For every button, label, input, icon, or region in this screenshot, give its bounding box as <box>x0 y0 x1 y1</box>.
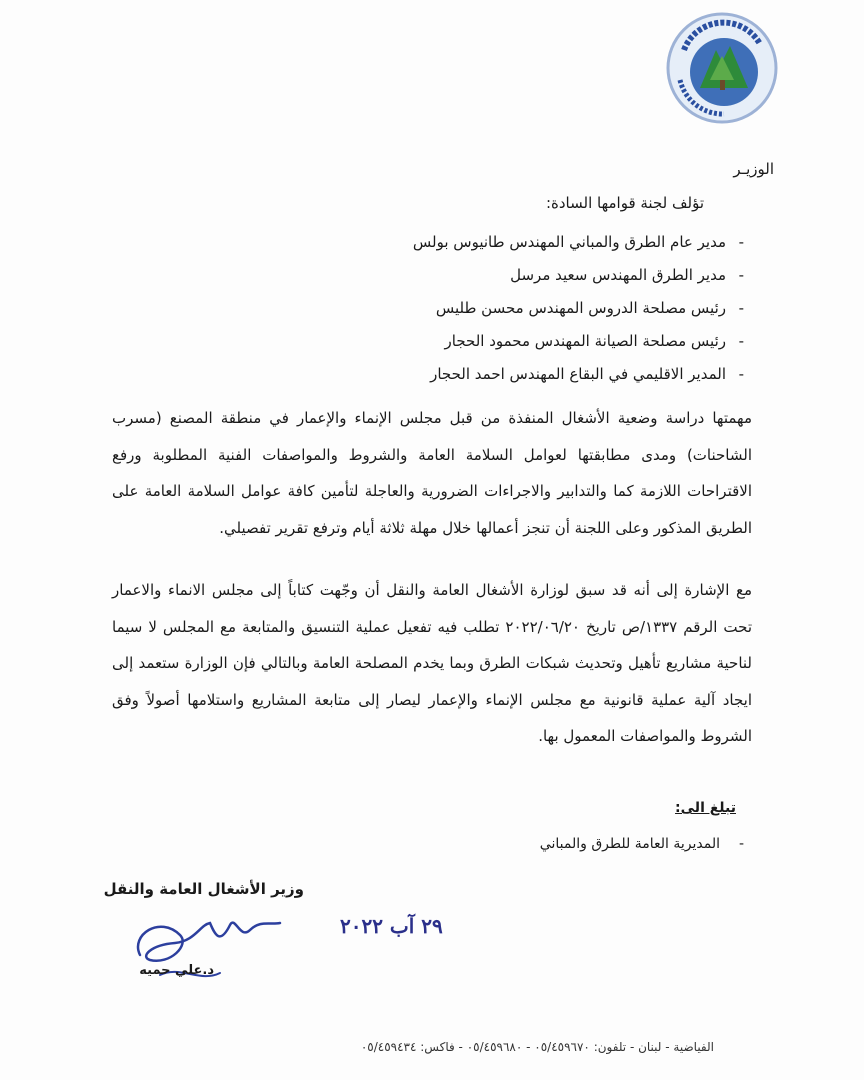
committee-member: - مدير الطرق المهندس سعيد مرسل <box>413 259 744 292</box>
recipients-list <box>540 836 744 852</box>
committee-member: - رئيس مصلحة الدروس المهندس محسن طليس <box>413 292 744 325</box>
minister-heading: الوزيـر <box>733 160 774 178</box>
ministry-logo <box>664 10 780 126</box>
committee-intro: تؤلف لجنة قوامها السادة: <box>545 194 704 212</box>
handwritten-signature <box>120 895 300 995</box>
committee-member: - المدير الاقليمي في البقاع المهندس احمد الحجار <box>413 358 744 391</box>
reference-paragraph: مع الإشارة إلى أنه قد سبق لوزارة الأشغال العامة والنقل أن وجّهت كتاباً إلى مجلس الانماء والاعمار تحت الرقم ١٣٣٧/ص تاريخ ٢٠٢٢/٠٦/٢٠ تطلب فيه تفعيل عملية التنسيق والمتابعة مع المجلس لا سيما لناحية مشاريع تأهيل وتحديث شبكات الطرق وبما يخدم المصلحة العامة وبالتالي فإن الوزارة ستعمد إلى ايجاد آلية عملية قانونية مع مجلس الإنماء والإعمار ليصار إلى متابعة المشاريع واستلامها أصولاً وفق الشروط والمواصفات المعمول بها. <box>112 581 752 745</box>
mission-paragraph: مهمتها دراسة وضعية الأشغال المنفذة من قبل مجلس الإنماء والإعمار في منطقة المصنع (مسرب الشاحنات) ومدى مطابقتها لعوامل السلامة العامة والشروط والمواصفات الفنية المطلوبة ورفع الاقتراحات اللازمة كما والتدابير والاجراءات الضرورية والعاجلة لتأمين كافة عوامل السلامة العامة على الطريق المذكور وعلى اللجنة أن تنجز أعمالها خلال مهلة ثلاثة أيام وترفع تقرير تفصيلي. <box>112 409 752 537</box>
footer-contact: الفياضية - لبنان - تلفون: ٠٥/٤٥٩٦٧٠ - ٠٥/٤٥٩٦٨٠ - فاكس: ٠٥/٤٥٩٤٣٤ <box>360 1040 714 1054</box>
handwritten-date: ٢٩ آب ٢٠٢٢ <box>340 914 443 938</box>
signatory-title: وزير الأشغال العامة والنقل <box>103 880 304 898</box>
committee-member: - رئيس مصلحة الصيانة المهندس محمود الحجار <box>413 325 744 358</box>
recipient-item: - المديرية العامة للطرق والمباني <box>540 836 744 852</box>
committee-members-list <box>413 226 744 391</box>
notify-title: تبلغ الى: <box>675 800 736 816</box>
signatory-name: د.علي حميه <box>139 963 214 978</box>
committee-member: - مدير عام الطرق والمباني المهندس طانيوس بولس <box>413 226 744 259</box>
